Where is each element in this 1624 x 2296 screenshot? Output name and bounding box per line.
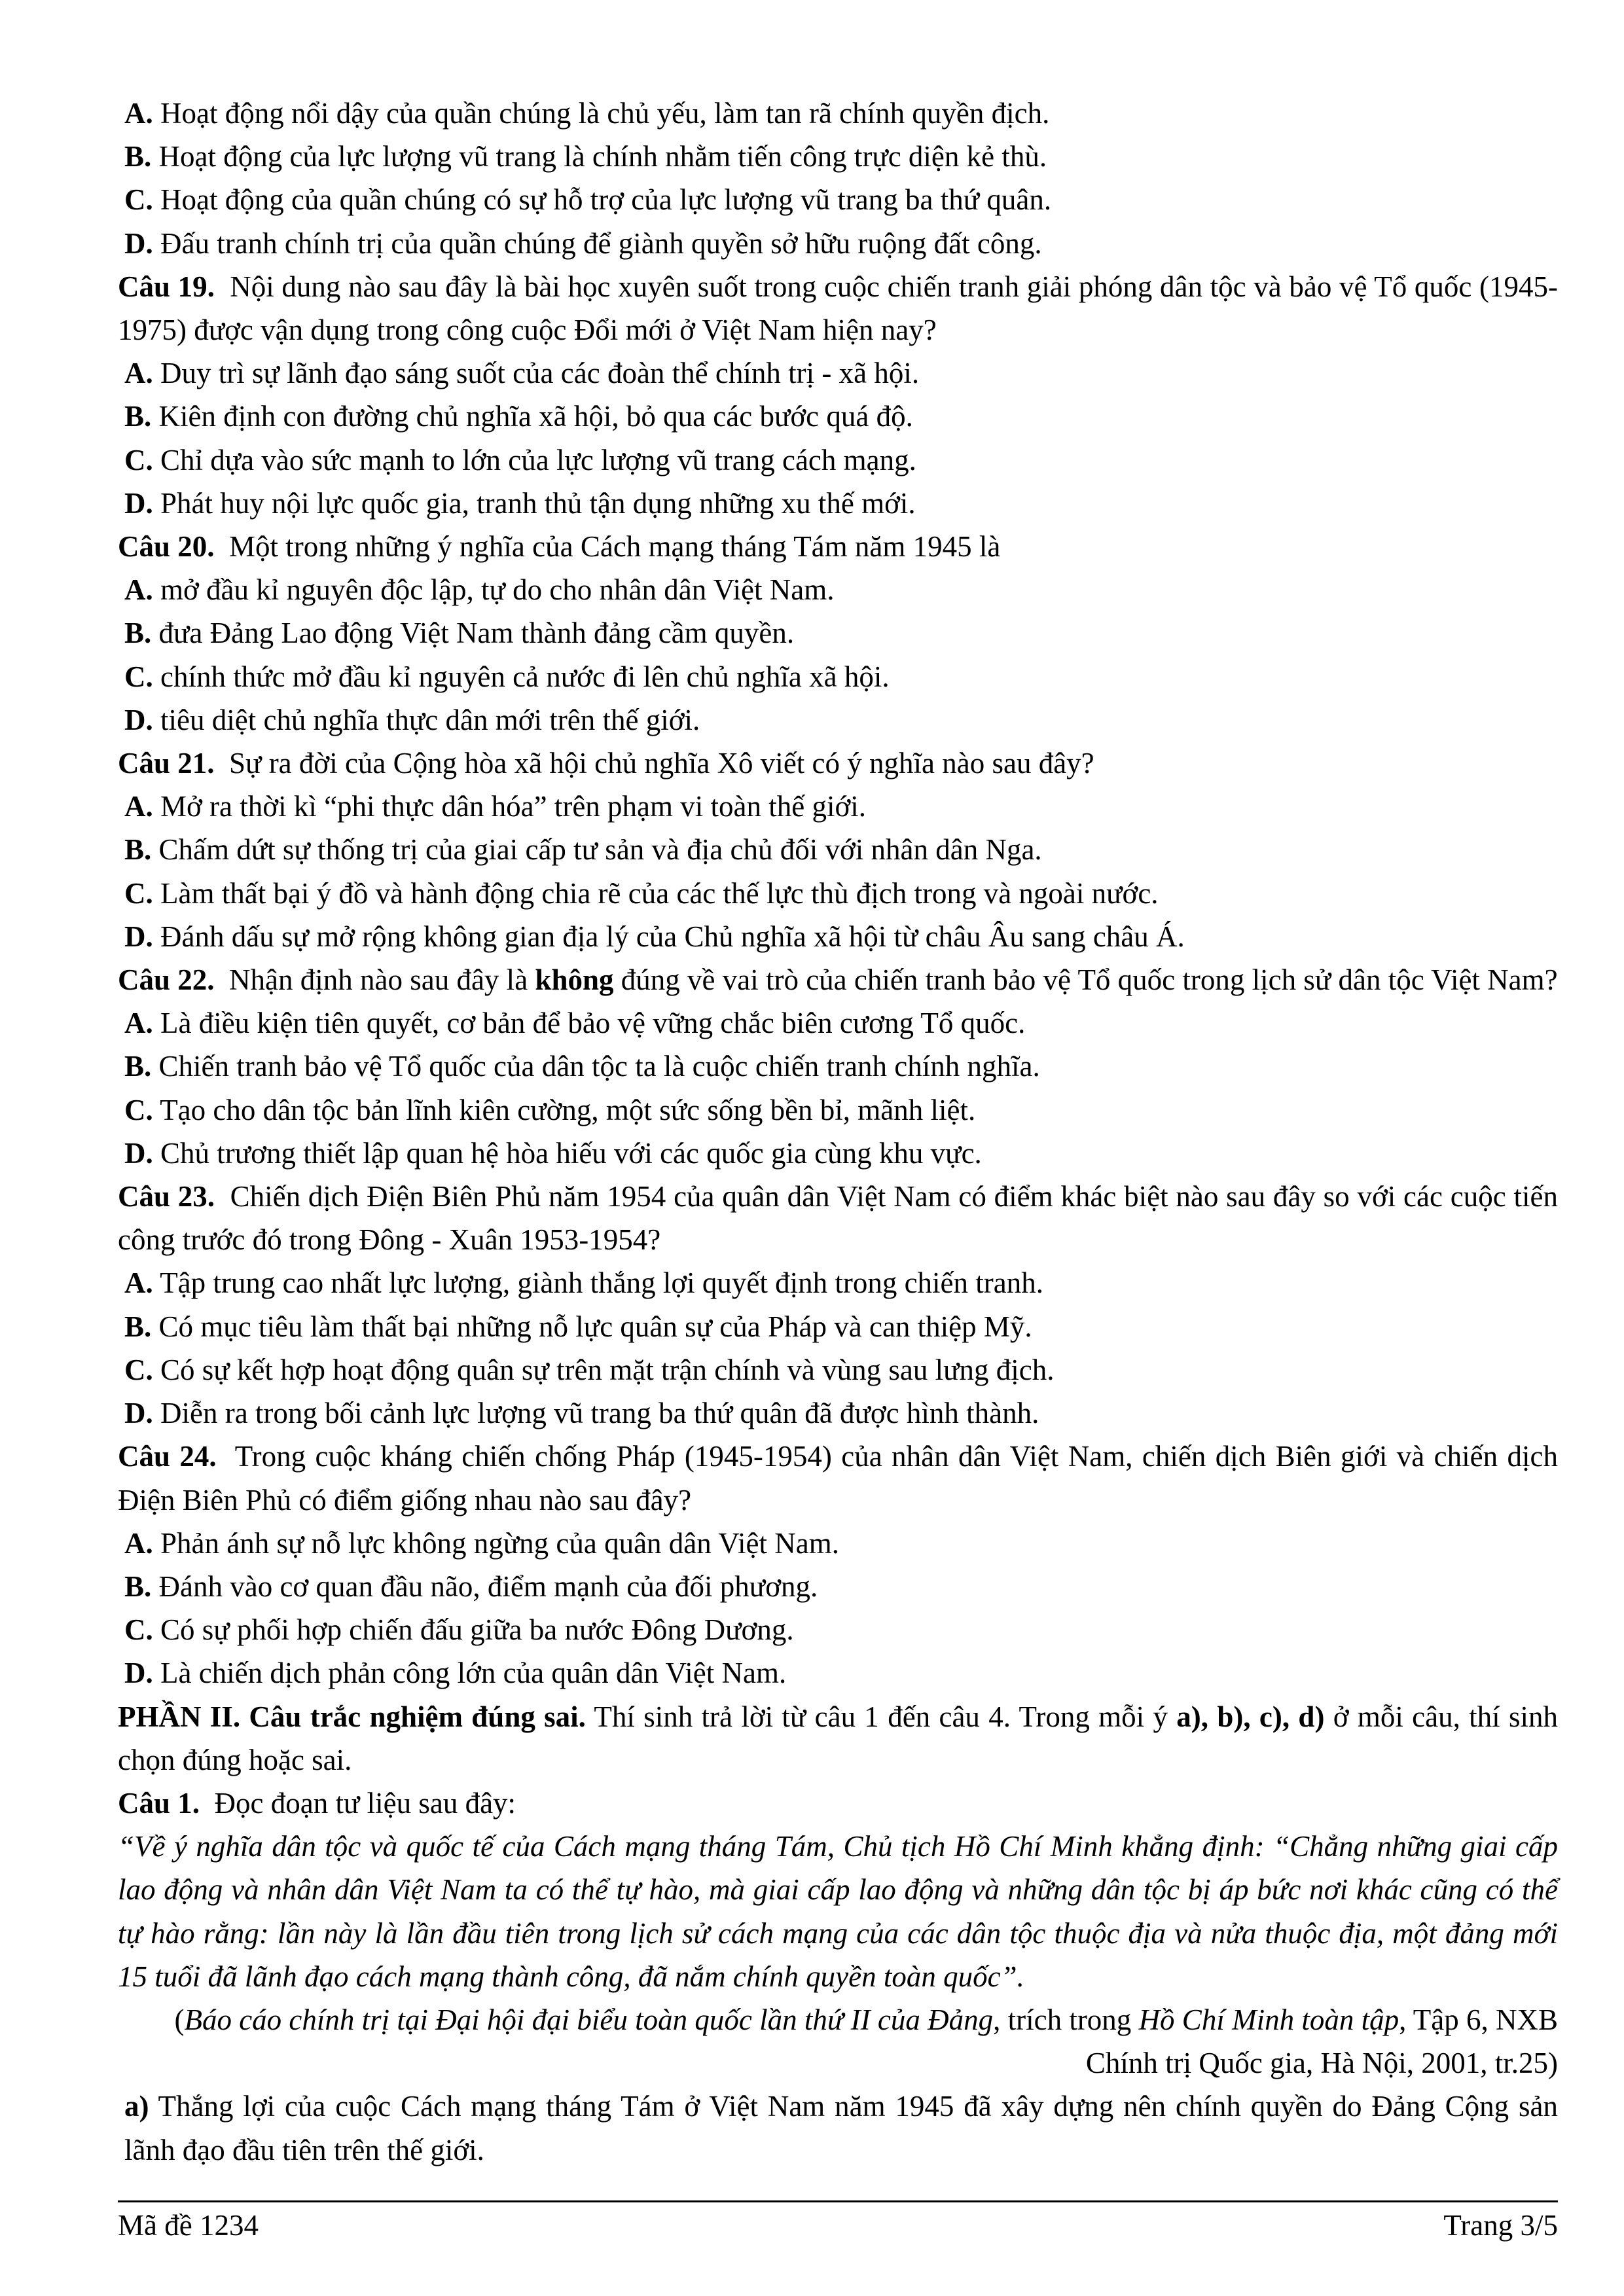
q23-option-b: B. Có mục tiêu làm thất bại những nỗ lực quân sự của Pháp và can thiệp Mỹ. — [124, 1310, 1032, 1343]
q24-option-c: C. Có sự phối hợp chiến đấu giữa ba nước Đông Dương. — [124, 1613, 794, 1647]
p2-q1-statement-a: a) Thắng lợi của cuộc Cách mạng tháng Tám ở Việt Nam năm 1945 đã xây dựng nên chính quyền do Đảng Cộng sản lãnh đạo đầu tiên trên thế giới. — [124, 2090, 1558, 2166]
q23-option-d: D. Diễn ra trong bối cảnh lực lượng vũ trang ba thứ quân đã được hình thành. — [124, 1397, 1039, 1430]
q19-option-c: C. Chỉ dựa vào sức mạnh to lớn của lực lượng vũ trang cách mạng. — [124, 443, 916, 476]
q22-option-b: B. Chiến tranh bảo vệ Tổ quốc của dân tộc ta là cuộc chiến tranh chính nghĩa. — [124, 1050, 1040, 1083]
q22-option-a: A. Là điều kiện tiên quyết, cơ bản để bảo vệ vững chắc biên cương Tổ quốc. — [124, 1007, 1026, 1040]
q24-option-b: B. Đánh vào cơ quan đầu não, điểm mạnh của đối phương. — [124, 1570, 818, 1603]
q19-option-a: A. Duy trì sự lãnh đạo sáng suốt của các đoàn thể chính trị - xã hội. — [124, 357, 920, 390]
q22-stem: Câu 22. Nhận định nào sau đây là không đúng về vai trò của chiến tranh bảo vệ Tổ quốc trong lịch sử dân tộc Việt Nam? — [118, 963, 1558, 997]
exam-code: Mã đề 1234 — [118, 2209, 259, 2242]
footer-divider — [118, 2200, 1558, 2202]
q23-stem: Câu 23. Chiến dịch Điện Biên Phủ năm 1954 của quân dân Việt Nam có điểm khác biệt nào sau đây so với các cuộc tiến công trước đó trong Đông - Xuân 1953-1954? — [118, 1180, 1558, 1257]
p2-q1-source: (Báo cáo chính trị tại Đại hội đại biểu toàn quốc lần thứ II của Đảng, trích trong Hồ Chí Minh toàn tập, Tập 6, NXB Chính trị Quốc gia, Hà Nội, 2001, tr.25) — [174, 2003, 1558, 2080]
q23-option-a: A. Tập trung cao nhất lực lượng, giành thắng lợi quyết định trong chiến tranh. — [124, 1266, 1043, 1300]
q20-option-b: B. đưa Đảng Lao động Việt Nam thành đảng cầm quyền. — [124, 617, 795, 650]
q24-option-d: D. Là chiến dịch phản công lớn của quân dân Việt Nam. — [124, 1657, 787, 1690]
q22-option-c: C. Tạo cho dân tộc bản lĩnh kiên cường, một sức sống bền bỉ, mãnh liệt. — [124, 1093, 976, 1126]
q21-option-d: D. Đánh dấu sự mở rộng không gian địa lý của Chủ nghĩa xã hội từ châu Âu sang châu Á. — [124, 920, 1185, 953]
q19-option-d: D. Phát huy nội lực quốc gia, tranh thủ tận dụng những xu thế mới. — [124, 486, 916, 520]
q23-option-c: C. Có sự kết hợp hoạt động quân sự trên mặt trận chính và vùng sau lưng địch. — [124, 1353, 1055, 1386]
q19-option-b: B. Kiên định con đường chủ nghĩa xã hội, bỏ qua các bước quá độ. — [124, 400, 913, 433]
q18-option-c: C. Hoạt động của quần chúng có sự hỗ trợ của lực lượng vũ trang ba thứ quân. — [124, 183, 1052, 217]
q24-option-a: A. Phản ánh sự nỗ lực không ngừng của quân dân Việt Nam. — [124, 1526, 839, 1560]
page-number: Trang 3/5 — [1443, 2209, 1558, 2242]
q18-option-b: B. Hoạt động của lực lượng vũ trang là chính nhằm tiến công trực diện kẻ thù. — [124, 140, 1047, 173]
q21-stem: Câu 21. Sự ra đời của Cộng hòa xã hội chủ nghĩa Xô viết có ý nghĩa nào sau đây? — [118, 747, 1094, 780]
part2-heading: PHẦN II. Câu trắc nghiệm đúng sai. Thí sinh trả lời từ câu 1 đến câu 4. Trong mỗi ý a), b), c), d) ở mỗi câu, thí sinh chọn đúng hoặc sai. — [118, 1700, 1559, 1776]
p2-q1-quote: “Về ý nghĩa dân tộc và quốc tế của Cách mạng tháng Tám, Chủ tịch Hồ Chí Minh khẳng định: “Chẳng những giai cấp lao động và nhân dân Việt Nam ta có thể tự hào, mà giai cấp lao động và những dân tộc bị áp bức nơi khác cũng có thể tự hào rằng: lần này là lần đầu tiên trong lịch sử cách mạng của các dân tộc thuộc địa và nửa thuộc địa, một đảng mới 15 tuổi đã lãnh đạo cách mạng thành công, đã nắm chính quyền toàn quốc”. — [118, 1830, 1558, 1993]
q24-stem: Câu 24. Trong cuộc kháng chiến chống Pháp (1945-1954) của nhân dân Việt Nam, chiến dịch Biên giới và chiến dịch Điện Biên Phủ có điểm giống nhau nào sau đây? — [118, 1440, 1558, 1516]
q21-option-a: A. Mở ra thời kì “phi thực dân hóa” trên phạm vi toàn thế giới. — [124, 790, 867, 823]
q22-option-d: D. Chủ trương thiết lập quan hệ hòa hiếu với các quốc gia cùng khu vực. — [124, 1136, 982, 1170]
q21-option-b: B. Chấm dứt sự thống trị của giai cấp tư sản và địa chủ đối với nhân dân Nga. — [124, 833, 1042, 867]
q20-stem: Câu 20. Một trong những ý nghĩa của Cách mạng tháng Tám năm 1945 là — [118, 530, 1001, 564]
q19-stem: Câu 19. Nội dung nào sau đây là bài học xuyên suốt trong cuộc chiến tranh giải phóng dân tộc và bảo vệ Tổ quốc (1945-1975) được vận dụng trong công cuộc Đổi mới ở Việt Nam hiện nay? — [118, 270, 1559, 347]
q18-option-d: D. Đấu tranh chính trị của quần chúng để giành quyền sở hữu ruộng đất công. — [124, 226, 1042, 260]
q20-option-a: A. mở đầu kỉ nguyên độc lập, tự do cho nhân dân Việt Nam. — [124, 573, 835, 607]
q21-option-c: C. Làm thất bại ý đồ và hành động chia rẽ của các thế lực thù địch trong và ngoài nước. — [124, 876, 1159, 910]
page-content — [118, 92, 1558, 2172]
q18-option-a: A. Hoạt động nổi dậy của quần chúng là chủ yếu, làm tan rã chính quyền địch. — [124, 97, 1050, 130]
p2-q1-stem: Câu 1. Đọc đoạn tư liệu sau đây: — [118, 1786, 516, 1820]
q20-option-c: C. chính thức mở đầu kỉ nguyên cả nước đi lên chủ nghĩa xã hội. — [124, 660, 890, 693]
q20-option-d: D. tiêu diệt chủ nghĩa thực dân mới trên thế giới. — [124, 703, 700, 736]
